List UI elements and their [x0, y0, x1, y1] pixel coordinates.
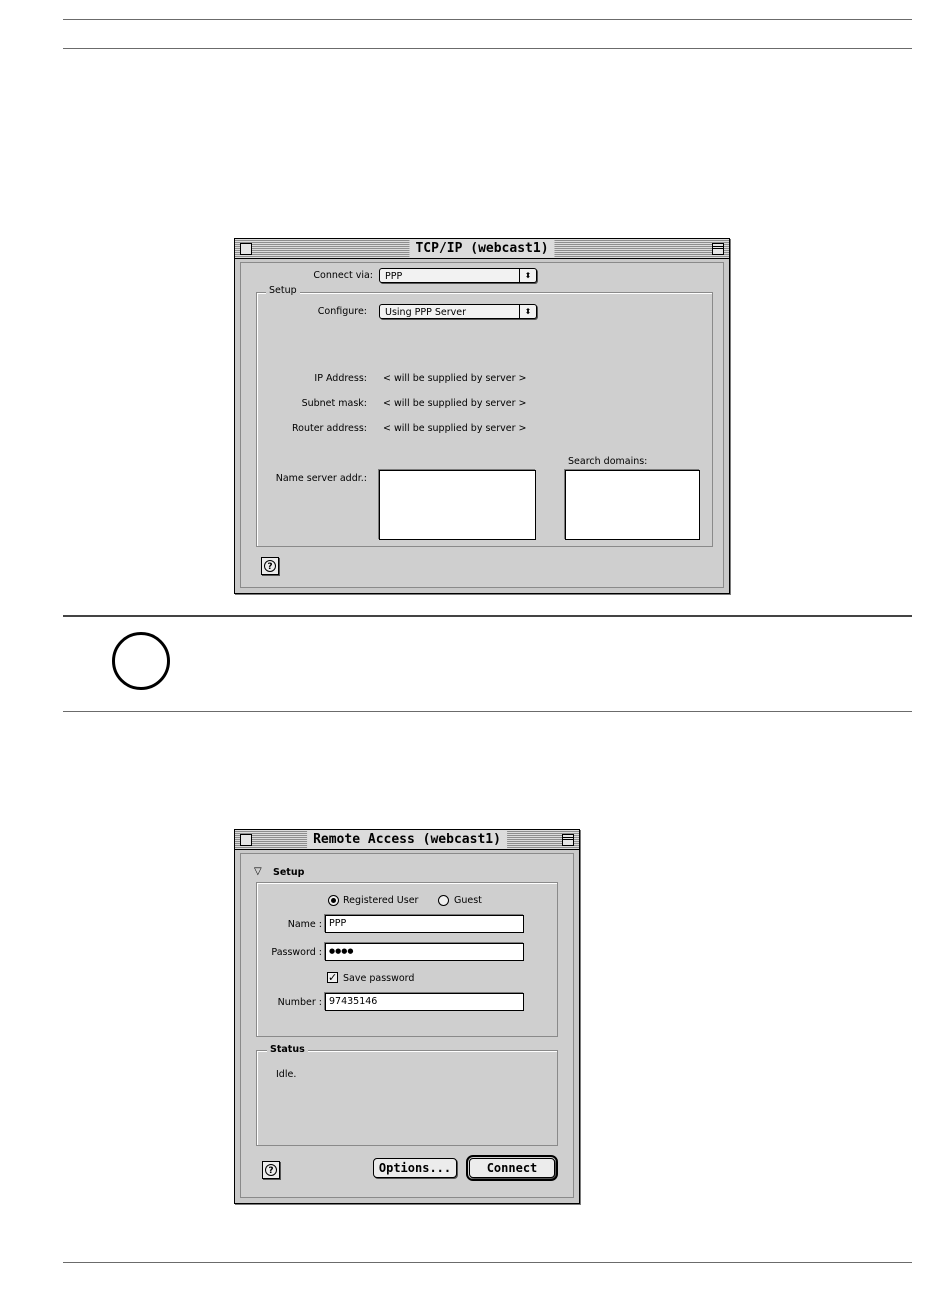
name-server-label: Name server addr.: [275, 473, 367, 484]
search-domains-label: Search domains: [568, 456, 648, 467]
top-rule-1 [63, 19, 912, 20]
connect-via-popup[interactable] [379, 268, 537, 283]
tcpip-content [240, 262, 724, 588]
subnet-mask-label: Subnet mask: [301, 398, 367, 409]
zoom-box-icon[interactable] [562, 834, 574, 846]
setup-group [256, 285, 713, 547]
popup-arrows-icon: ⬍ [519, 269, 536, 282]
connect-button[interactable]: Connect [469, 1158, 555, 1178]
status-text: Idle. [276, 1069, 297, 1080]
help-icon: ? [265, 1164, 277, 1176]
number-label: Number : [277, 997, 322, 1008]
popup-arrows-icon: ⬍ [519, 305, 536, 318]
options-button[interactable]: Options... [373, 1158, 457, 1178]
remote-content [240, 853, 574, 1198]
setup-group-title: Setup [266, 285, 300, 296]
window-title: TCP/IP (webcast1) [409, 239, 554, 258]
name-server-field[interactable] [379, 470, 536, 540]
search-domains-field[interactable] [565, 470, 700, 540]
ip-address-label: IP Address: [314, 373, 367, 384]
guest-radio[interactable] [438, 895, 449, 906]
save-password-label: Save password [343, 973, 415, 984]
name-label: Name : [287, 919, 322, 930]
status-group-title: Status [267, 1044, 308, 1055]
registered-user-radio[interactable] [328, 895, 339, 906]
save-password-checkbox[interactable]: ✓ [328, 971, 338, 984]
tcpip-window [234, 238, 730, 594]
tcpip-titlebar[interactable] [235, 239, 729, 259]
setup-group [256, 882, 558, 1037]
remote-access-window [234, 829, 580, 1204]
setup-disclosure-icon[interactable]: ▽ [254, 866, 262, 877]
router-address-label: Router address: [291, 423, 367, 434]
router-address-value: < will be supplied by server > [383, 423, 527, 434]
configure-label: Configure: [317, 306, 367, 317]
subnet-mask-value: < will be supplied by server > [383, 398, 527, 409]
help-button[interactable] [262, 1161, 280, 1179]
close-box-icon[interactable] [240, 834, 252, 846]
window-title: Remote Access (webcast1) [307, 830, 507, 849]
close-box-icon[interactable] [240, 243, 252, 255]
note-circle-icon [112, 632, 170, 690]
guest-label: Guest [454, 895, 482, 906]
zoom-box-icon[interactable] [712, 243, 724, 255]
registered-user-label: Registered User [343, 895, 419, 906]
top-rule-2 [63, 48, 912, 49]
name-field[interactable]: PPP [325, 915, 524, 933]
configure-value: Using PPP Server [385, 307, 466, 318]
help-button[interactable] [261, 557, 279, 575]
configure-popup[interactable] [379, 304, 537, 319]
password-label: Password : [271, 947, 322, 958]
note-top-rule [63, 615, 912, 617]
connect-via-value: PPP [385, 271, 403, 282]
remote-titlebar[interactable] [235, 830, 579, 850]
ip-address-value: < will be supplied by server > [383, 373, 527, 384]
status-group [256, 1044, 558, 1146]
note-bottom-rule [63, 711, 912, 712]
setup-disclosure-label: Setup [273, 867, 305, 878]
help-icon: ? [264, 560, 276, 572]
connect-via-label: Connect via: [313, 270, 373, 281]
password-field[interactable]: ●●●● [325, 943, 524, 961]
number-field[interactable]: 97435146 [325, 993, 524, 1011]
bottom-rule [63, 1262, 912, 1263]
